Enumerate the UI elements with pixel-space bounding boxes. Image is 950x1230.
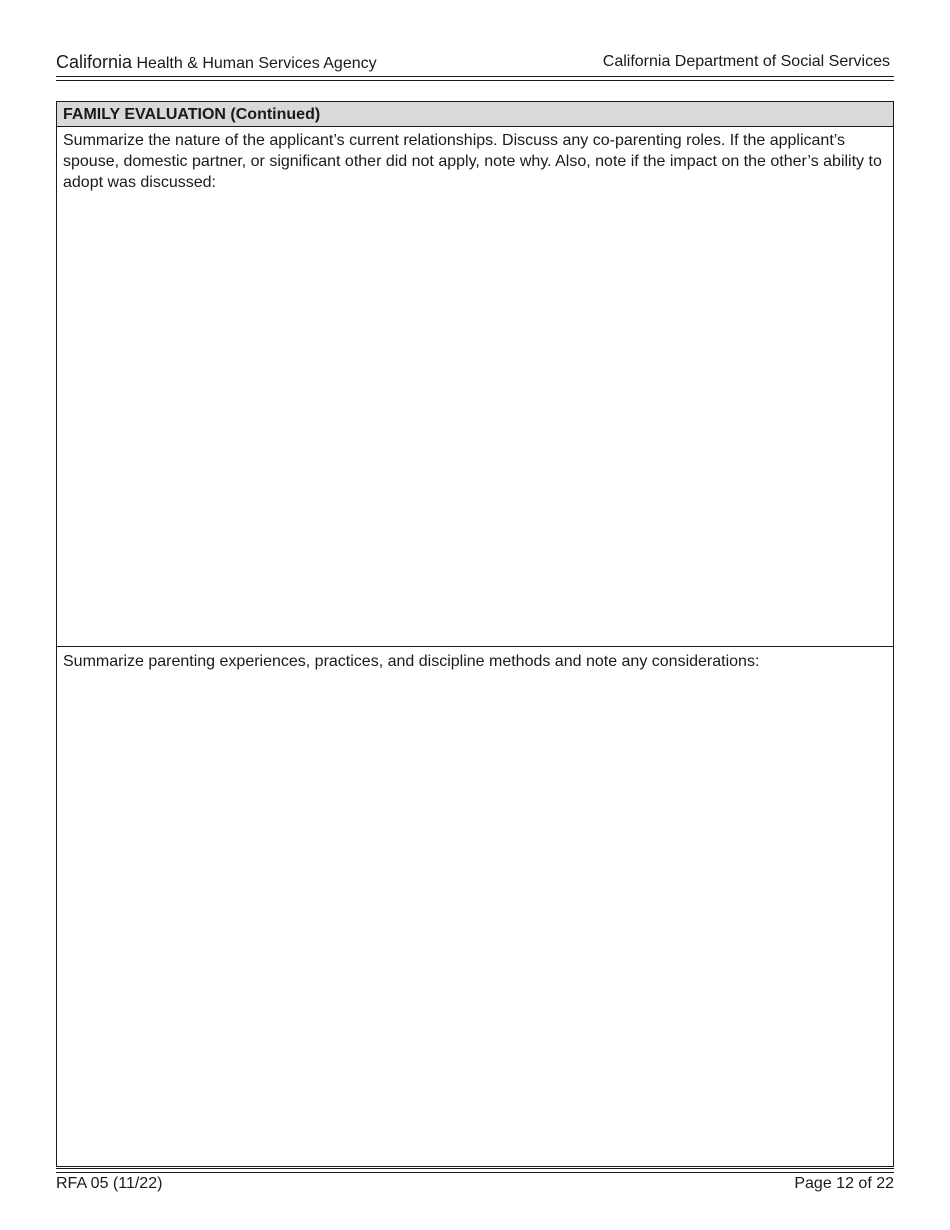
department-name: California Department of Social Services <box>602 53 890 70</box>
section-header <box>57 102 893 127</box>
section-title: FAMILY EVALUATION (Continued) <box>63 106 321 123</box>
form-number: RFA 05 (11/22) <box>56 1175 163 1192</box>
parenting-prompt: Summarize parenting experiences, practices, and discipline methods and note any considerations: <box>63 653 760 670</box>
parenting-field[interactable] <box>57 647 893 1166</box>
relationships-input[interactable] <box>61 199 889 642</box>
agency-state: California <box>56 52 133 72</box>
agency-rest: Health & Human Services Agency <box>136 55 377 72</box>
family-evaluation-form <box>56 101 894 1167</box>
page-header <box>56 52 894 74</box>
page-number: Page 12 of 22 <box>794 1175 894 1192</box>
footer-divider <box>56 1168 894 1173</box>
relationships-prompt: Summarize the nature of the applicant’s current relationships. Discuss any co-parenting roles. If the applicant’s spouse, domestic partner, or significant other did not apply, note why. Also, note if the impact on the other’s ability to adopt was discussed: <box>63 132 882 191</box>
relationships-field[interactable] <box>57 127 893 647</box>
agency-name <box>56 52 377 73</box>
parenting-input[interactable] <box>61 677 889 1162</box>
header-divider <box>56 76 894 81</box>
page-footer <box>56 1175 894 1197</box>
